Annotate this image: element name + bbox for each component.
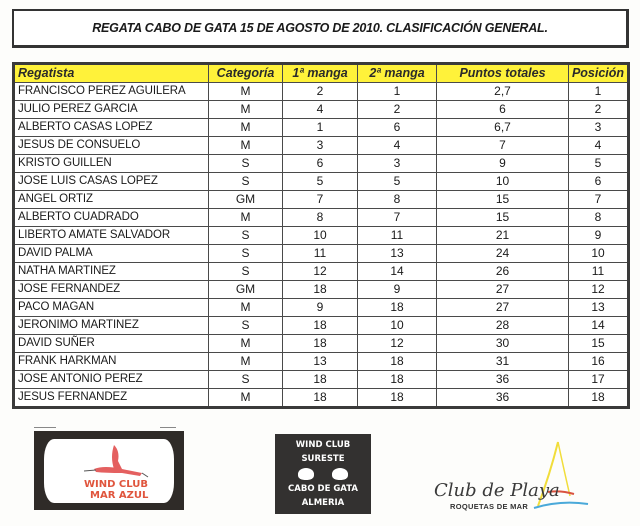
- cell-puntos-totales: 26: [437, 263, 569, 281]
- cell-categoria: S: [209, 245, 283, 263]
- cell-categoria: M: [209, 335, 283, 353]
- table-row: [14, 353, 629, 371]
- logo2-text-almeria: ALMERIA: [301, 498, 345, 508]
- cell-categoria: GM: [209, 191, 283, 209]
- cell-regatista: KRISTO GUILLEN: [14, 155, 209, 173]
- cell-regatista: JESUS DE CONSUELO: [14, 137, 209, 155]
- cell-manga-1: 18: [283, 389, 358, 408]
- header-posicion: Posición: [569, 64, 629, 83]
- divider: [160, 427, 176, 428]
- cell-posicion: 11: [569, 263, 629, 281]
- cell-regatista: JULIO PEREZ GARCIA: [14, 101, 209, 119]
- sponsor-logos: [0, 420, 640, 526]
- cell-posicion: 12: [569, 281, 629, 299]
- cell-posicion: 1: [569, 83, 629, 101]
- logo2-text-sureste: SURESTE: [301, 454, 345, 464]
- document-title: REGATA CABO DE GATA 15 DE AGOSTO DE 2010. CLASIFICACIÓN GENERAL.: [92, 21, 548, 35]
- cell-manga-1: 18: [283, 335, 358, 353]
- cell-categoria: S: [209, 263, 283, 281]
- cell-manga-2: 13: [358, 245, 437, 263]
- cell-puntos-totales: 6: [437, 101, 569, 119]
- cell-posicion: 5: [569, 155, 629, 173]
- header-manga-2: 2ª manga: [358, 64, 437, 83]
- cell-regatista: ALBERTO CUADRADO: [14, 209, 209, 227]
- cell-categoria: S: [209, 371, 283, 389]
- cell-posicion: 4: [569, 137, 629, 155]
- cell-manga-1: 8: [283, 209, 358, 227]
- cell-manga-2: 9: [358, 281, 437, 299]
- cell-regatista: LIBERTO AMATE SALVADOR: [14, 227, 209, 245]
- cell-manga-2: 18: [358, 389, 437, 408]
- cell-manga-2: 10: [358, 317, 437, 335]
- table-row: [14, 119, 629, 137]
- cell-manga-2: 14: [358, 263, 437, 281]
- cell-regatista: JOSE LUIS CASAS LOPEZ: [14, 173, 209, 191]
- header-regatista: Regatista: [14, 64, 209, 83]
- cell-regatista: PACO MAGAN: [14, 299, 209, 317]
- cell-manga-2: 4: [358, 137, 437, 155]
- cell-posicion: 13: [569, 299, 629, 317]
- logo2-text-cabo-de-gata: CABO DE GATA: [288, 484, 358, 494]
- cell-manga-1: 11: [283, 245, 358, 263]
- cell-manga-2: 6: [358, 119, 437, 137]
- cell-posicion: 16: [569, 353, 629, 371]
- cell-manga-2: 5: [358, 173, 437, 191]
- table-row: [14, 173, 629, 191]
- cell-puntos-totales: 24: [437, 245, 569, 263]
- cell-categoria: GM: [209, 281, 283, 299]
- cell-puntos-totales: 9: [437, 155, 569, 173]
- cell-posicion: 6: [569, 173, 629, 191]
- header-categoria: Categoría: [209, 64, 283, 83]
- cell-manga-1: 5: [283, 173, 358, 191]
- cell-regatista: JOSE ANTONIO PEREZ: [14, 371, 209, 389]
- table-row: [14, 389, 629, 408]
- cell-categoria: M: [209, 389, 283, 408]
- cell-posicion: 2: [569, 101, 629, 119]
- logo3-script-text: Club de Playa: [434, 480, 560, 501]
- table-row: [14, 245, 629, 263]
- cell-puntos-totales: 27: [437, 299, 569, 317]
- cell-posicion: 15: [569, 335, 629, 353]
- cell-posicion: 14: [569, 317, 629, 335]
- cell-regatista: JOSE FERNANDEZ: [14, 281, 209, 299]
- logo-club-de-playa: [430, 434, 600, 514]
- cell-manga-1: 7: [283, 191, 358, 209]
- logo3-subtitle: ROQUETAS DE MAR: [450, 502, 529, 511]
- results-table: [12, 62, 630, 409]
- logo-wind-club-sureste: [275, 434, 371, 514]
- table-row: [14, 209, 629, 227]
- cell-regatista: JERONIMO MARTINEZ: [14, 317, 209, 335]
- cell-manga-2: 18: [358, 299, 437, 317]
- logo1-text-mar-azul: MAR AZUL: [90, 489, 149, 501]
- table-row: [14, 299, 629, 317]
- cell-categoria: S: [209, 155, 283, 173]
- table-row: [14, 155, 629, 173]
- cell-categoria: M: [209, 353, 283, 371]
- cell-categoria: M: [209, 137, 283, 155]
- logo-wind-club-mar-azul: [34, 431, 184, 510]
- cell-manga-2: 1: [358, 83, 437, 101]
- cell-manga-2: 11: [358, 227, 437, 245]
- cell-manga-1: 18: [283, 371, 358, 389]
- cell-manga-2: 2: [358, 101, 437, 119]
- cell-categoria: S: [209, 173, 283, 191]
- cell-manga-2: 7: [358, 209, 437, 227]
- cell-puntos-totales: 7: [437, 137, 569, 155]
- cell-puntos-totales: 21: [437, 227, 569, 245]
- cell-manga-2: 8: [358, 191, 437, 209]
- cell-manga-1: 10: [283, 227, 358, 245]
- cell-puntos-totales: 2,7: [437, 83, 569, 101]
- cell-puntos-totales: 15: [437, 209, 569, 227]
- cell-categoria: M: [209, 299, 283, 317]
- cell-regatista: DAVID SUÑER: [14, 335, 209, 353]
- cell-manga-1: 18: [283, 281, 358, 299]
- footprints-icon: [298, 468, 348, 480]
- cell-puntos-totales: 31: [437, 353, 569, 371]
- cell-regatista: ALBERTO CASAS LOPEZ: [14, 119, 209, 137]
- cell-puntos-totales: 27: [437, 281, 569, 299]
- cell-manga-2: 3: [358, 155, 437, 173]
- cell-manga-1: 6: [283, 155, 358, 173]
- cell-regatista: FRANCISCO PEREZ AGUILERA: [14, 83, 209, 101]
- cell-puntos-totales: 28: [437, 317, 569, 335]
- table-row: [14, 191, 629, 209]
- cell-posicion: 17: [569, 371, 629, 389]
- table-header-row: [14, 64, 629, 83]
- cell-categoria: M: [209, 209, 283, 227]
- header-puntos-totales: Puntos totales: [437, 64, 569, 83]
- cell-regatista: NATHA MARTINEZ: [14, 263, 209, 281]
- cell-manga-1: 13: [283, 353, 358, 371]
- table-row: [14, 83, 629, 101]
- cell-puntos-totales: 36: [437, 389, 569, 408]
- cell-regatista: JESUS FERNANDEZ: [14, 389, 209, 408]
- table-row: [14, 101, 629, 119]
- cell-manga-1: 1: [283, 119, 358, 137]
- cell-posicion: 18: [569, 389, 629, 408]
- table-row: [14, 335, 629, 353]
- logo1-text-wind-club: WIND CLUB: [84, 478, 148, 490]
- logo2-text-wind-club: WIND CLUB: [295, 440, 351, 450]
- cell-manga-1: 12: [283, 263, 358, 281]
- cell-manga-1: 9: [283, 299, 358, 317]
- table-row: [14, 137, 629, 155]
- cell-manga-2: 18: [358, 371, 437, 389]
- cell-categoria: M: [209, 101, 283, 119]
- divider: [34, 427, 56, 428]
- cell-categoria: M: [209, 119, 283, 137]
- cell-puntos-totales: 15: [437, 191, 569, 209]
- cell-manga-1: 18: [283, 317, 358, 335]
- cell-puntos-totales: 6,7: [437, 119, 569, 137]
- cell-regatista: FRANK HARKMAN: [14, 353, 209, 371]
- cell-categoria: M: [209, 83, 283, 101]
- cell-puntos-totales: 36: [437, 371, 569, 389]
- cell-puntos-totales: 10: [437, 173, 569, 191]
- table-row: [14, 281, 629, 299]
- table-row: [14, 317, 629, 335]
- cell-posicion: 9: [569, 227, 629, 245]
- cell-posicion: 8: [569, 209, 629, 227]
- cell-categoria: S: [209, 227, 283, 245]
- cell-regatista: ANGEL ORTIZ: [14, 191, 209, 209]
- cell-posicion: 10: [569, 245, 629, 263]
- table-row: [14, 263, 629, 281]
- table-row: [14, 227, 629, 245]
- cell-categoria: S: [209, 317, 283, 335]
- cell-manga-2: 12: [358, 335, 437, 353]
- document-title-box: [12, 9, 629, 48]
- cell-regatista: DAVID PALMA: [14, 245, 209, 263]
- cell-puntos-totales: 30: [437, 335, 569, 353]
- cell-manga-1: 2: [283, 83, 358, 101]
- header-manga-1: 1ª manga: [283, 64, 358, 83]
- cell-manga-1: 3: [283, 137, 358, 155]
- cell-posicion: 7: [569, 191, 629, 209]
- cell-manga-1: 4: [283, 101, 358, 119]
- cell-manga-2: 18: [358, 353, 437, 371]
- cell-posicion: 3: [569, 119, 629, 137]
- table-row: [14, 371, 629, 389]
